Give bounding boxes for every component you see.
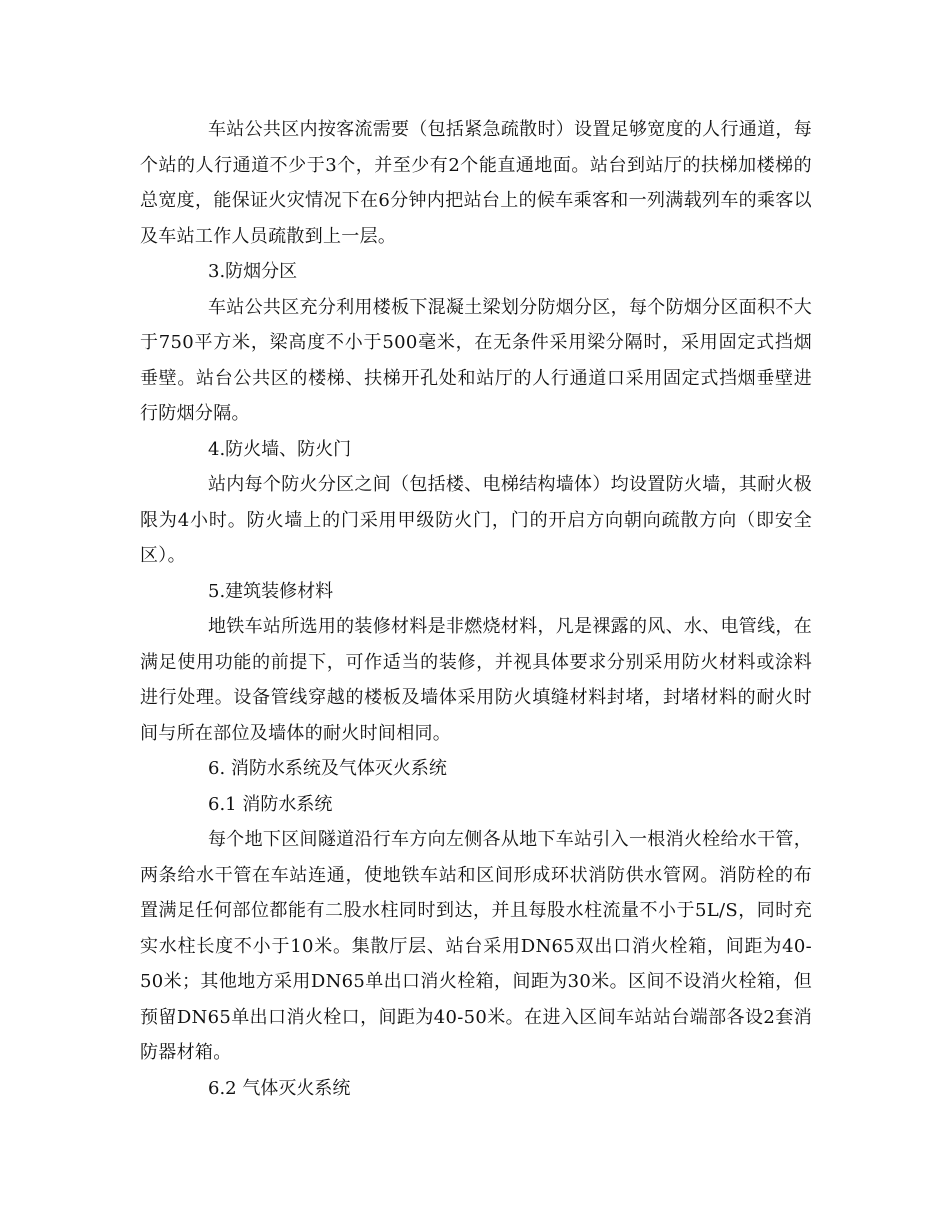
document-page: [140, 112, 812, 1106]
heading-fire-water-gas-systems: 6. 消防水系统及气体灭火系统: [208, 758, 447, 779]
heading-firewalls-fire-doors: 4.防火墙、防火门: [208, 438, 352, 460]
paragraph-fire-water-system: 每个地下区间隧道沿行车方向左侧各从地下车站引入一根消火栓给水干管，两条给水干管在车站连通，使地铁车站和区间形成环状消防供水管网。消防栓的布置满足任何部位都能有二股水柱同时到达，并且每股水柱流量不小于5L/S，同时充实水柱长度不小于10米。集散厅层、站台采用DN65双出口消火栓箱，间距为40-50米；其他地方采用DN65单出口消火栓箱，间距为30米。区间不设消火栓箱，但预留DN65单出口消火栓口，间距为40-50米。在进入区间车站站台端部各设2套消防器材箱。: [140, 829, 812, 1063]
heading-decoration-materials: 5.建筑装修材料: [208, 580, 334, 602]
heading-smoke-zones: 3.防烟分区: [208, 261, 298, 282]
heading-fire-water-system: 6.1 消防水系统: [208, 793, 333, 815]
paragraph-decoration-materials: 地铁车站所选用的装修材料是非燃烧材料，凡是裸露的风、水、电管线，在满足使用功能的前提下，可作适当的装修，并视具体要求分别采用防火材料或涂料进行处理。设备管线穿越的楼板及墙体采用防火填缝材料封堵，封堵材料的耐火时间与所在部位及墙体的耐火时间相同。: [140, 616, 812, 744]
heading-gas-extinguishing-system: 6.2 气体灭火系统: [208, 1077, 351, 1099]
paragraph-passenger-evacuation: 车站公共区内按客流需要（包括紧急疏散时）设置足够宽度的人行通道，每个站的人行通道不少于3个，并至少有2个能直通地面。站台到站厅的扶梯加楼梯的总宽度，能保证火灾情况下在6分钟内把站台上的候车乘客和一列满载列车的乘客以及车站工作人员疏散到上一层。: [140, 119, 812, 247]
paragraph-smoke-zones: 车站公共区充分利用楼板下混凝土梁划分防烟分区，每个防烟分区面积不大于750平方米，梁高度不小于500毫米，在无条件采用梁分隔时，采用固定式挡烟垂壁。站台公共区的楼梯、扶梯开孔处和站厅的人行通道口采用固定式挡烟垂壁进行防烟分隔。: [140, 296, 812, 424]
paragraph-firewalls-fire-doors: 站内每个防火分区之间（包括楼、电梯结构墙体）均设置防火墙，其耐火极限为4小时。防火墙上的门采用甲级防火门，门的开启方向朝向疏散方向（即安全区）。: [140, 474, 812, 566]
